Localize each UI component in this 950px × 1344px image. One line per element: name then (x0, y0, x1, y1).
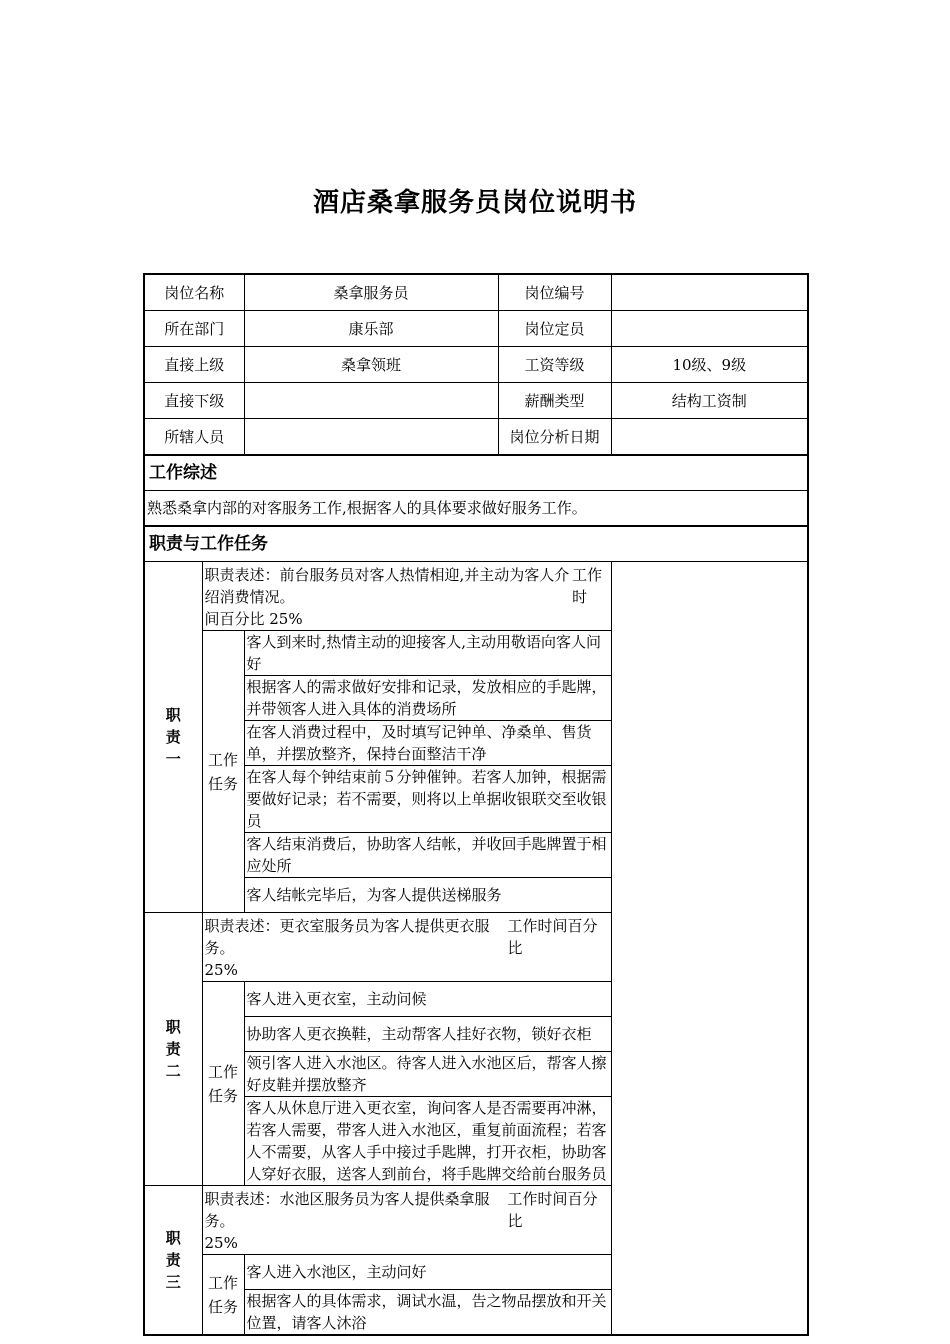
duty-title-char: 三 (165, 1273, 181, 1291)
duty-desc-text: 职责表述：水池区服务员为客人提供桑拿服务。 (204, 1190, 490, 1230)
task-row (144, 721, 808, 766)
duty-desc-row (144, 1186, 808, 1255)
task-row (144, 1017, 808, 1052)
info-row (144, 347, 808, 383)
info-value (244, 419, 498, 456)
duty-title-char: 责 (165, 1040, 181, 1058)
info-row (144, 311, 808, 347)
duty-description (202, 1186, 611, 1255)
duty-title (144, 913, 202, 1186)
duty-title-char: 二 (165, 1062, 181, 1080)
task-row (144, 878, 808, 913)
task-label (202, 1255, 244, 1336)
info-label: 直接上级 (144, 347, 244, 383)
info-value: 桑拿领班 (244, 347, 498, 383)
info-value (611, 419, 808, 456)
duty-title (144, 562, 202, 913)
info-label: 直接下级 (144, 383, 244, 419)
info-value (244, 383, 498, 419)
duty-title-char: 责 (165, 728, 181, 746)
task-item: 协助客人更衣换鞋，主动帮客人挂好衣物，锁好衣柜 (244, 1017, 611, 1052)
task-label (202, 982, 244, 1186)
duty-desc-text: 职责表述：前台服务员对客人热情相迎,并主动为客人介绍消费情况。 (204, 566, 570, 606)
duty-title-char: 一 (165, 750, 181, 768)
task-item: 领引客人进入水池区。待客人进入水池区后，帮客人擦好皮鞋并摆放整齐 (244, 1052, 611, 1097)
task-label (202, 631, 244, 913)
info-row (144, 383, 808, 419)
task-row (144, 1052, 808, 1097)
duty-time-label: 工作时间百分比 (507, 1190, 598, 1230)
task-row (144, 1255, 808, 1290)
duty-time-value: 25% (204, 1234, 238, 1252)
task-item: 根据客人的需求做好安排和记录，发放相应的手匙牌，并带领客人进入具体的消费场所 (244, 676, 611, 721)
info-value: 桑拿服务员 (244, 274, 498, 311)
duty-title-char: 职 (165, 706, 181, 724)
duty-time-label: 工作时间百分比 (507, 917, 598, 957)
task-item: 在客人每个钟结束前５分钟催钟。若客人加钟，根据需要做好记录；若不需要，则将以上单据收银联交至收银员 (244, 766, 611, 833)
task-label-line: 任务 (208, 774, 239, 793)
task-row (144, 631, 808, 676)
summary-row (144, 491, 808, 527)
info-value (611, 274, 808, 311)
task-item: 根据客人的具体需求，调试水温，告之物品摆放和开关位置，请客人沐浴 (244, 1290, 611, 1336)
task-item: 客人结帐完毕后，为客人提供送梯服务 (244, 878, 611, 913)
duty-description (202, 913, 611, 982)
task-label-line: 任务 (208, 1086, 239, 1105)
job-description-sheet (143, 273, 807, 1336)
summary-text: 熟悉桑拿内部的对客服务工作,根据客人的具体要求做好服务工作。 (144, 491, 808, 527)
duty-title-char: 责 (165, 1251, 181, 1269)
duties-heading: 职责与工作任务 (144, 526, 808, 562)
info-label: 岗位名称 (144, 274, 244, 311)
info-row (144, 274, 808, 311)
info-label: 岗位定员 (498, 311, 611, 347)
info-value: 10级、9级 (611, 347, 808, 383)
page-title: 酒店桑拿服务员岗位说明书 (312, 188, 637, 218)
task-label-line: 任务 (208, 1297, 239, 1316)
info-value (611, 311, 808, 347)
task-row (144, 766, 808, 833)
duty-title (144, 1186, 202, 1336)
summary-heading: 工作综述 (144, 455, 808, 491)
duty-desc-row (144, 913, 808, 982)
duty-title-char: 职 (165, 1018, 181, 1036)
task-label-line: 工作 (208, 1273, 239, 1292)
summary-heading-row (144, 455, 808, 491)
task-label-line: 工作 (208, 1062, 239, 1081)
task-row (144, 1097, 808, 1186)
info-row (144, 419, 808, 456)
duty-time-label: 工作时 (572, 566, 603, 606)
task-item: 客人进入水池区，主动问好 (244, 1255, 611, 1290)
task-row (144, 982, 808, 1017)
info-label: 所在部门 (144, 311, 244, 347)
info-label: 薪酬类型 (498, 383, 611, 419)
task-item: 在客人消费过程中，及时填写记钟单、净桑单、售货单，并摆放整齐，保持台面整洁干净 (244, 721, 611, 766)
task-item: 客人进入更衣室，主动问候 (244, 982, 611, 1017)
duty-desc-text: 职责表述：更衣室服务员为客人提供更衣服务。 (204, 917, 490, 957)
task-item: 客人结束消费后，协助客人结帐，并收回手匙牌置于相应处所 (244, 833, 611, 878)
info-label: 岗位分析日期 (498, 419, 611, 456)
duty-title-char: 职 (165, 1229, 181, 1247)
task-item: 客人到来时,热情主动的迎接客人,主动用敬语向客人问好 (244, 631, 611, 676)
task-row (144, 833, 808, 878)
duty-time-value: 间百分比 25% (204, 610, 303, 628)
task-item: 客人从休息厅进入更衣室，询问客人是否需要再冲淋，若客人需要，带客人进入水池区，重复前面流程；若客人不需要，从客人手中接过手匙牌，打开衣柜，协助客人穿好衣服，送客人到前台，将手匙牌交给前台服务员 (244, 1097, 611, 1186)
task-row (144, 1290, 808, 1336)
info-label: 工资等级 (498, 347, 611, 383)
info-value: 结构工资制 (611, 383, 808, 419)
duty-time-value: 25% (204, 961, 238, 979)
info-label: 所辖人员 (144, 419, 244, 456)
info-label: 岗位编号 (498, 274, 611, 311)
duty-desc-row (144, 562, 808, 631)
duty-description (202, 562, 611, 631)
job-description-table (143, 273, 809, 1336)
task-row (144, 676, 808, 721)
task-label-line: 工作 (208, 750, 239, 769)
info-value: 康乐部 (244, 311, 498, 347)
duties-heading-row (144, 526, 808, 562)
